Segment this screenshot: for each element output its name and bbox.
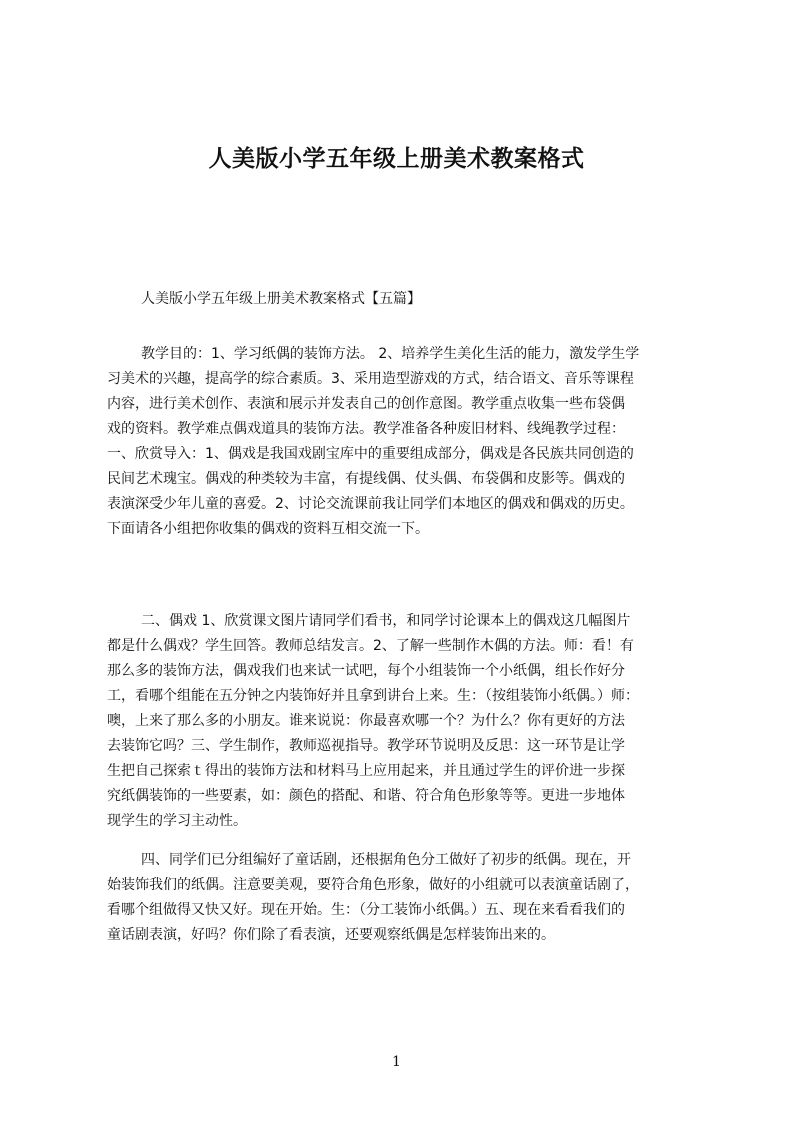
paragraph-line: 戏的资料。教学难点偶戏道具的装饰方法。教学准备各种废旧材料、线绳教学过程： — [107, 421, 625, 437]
paragraph-line: 都是什么偶戏？学生回答。教师总结发言。2、了解一些制作木偶的方法。师：看！有 — [107, 638, 634, 654]
paragraph-line: 内容，进行美术创作、表演和展示并发表自己的创作意图。教学重点收集一些布袋偶 — [107, 396, 625, 412]
paragraph-line: 现学生的学习主动性。 — [107, 813, 247, 829]
paragraph-line: 噢，上来了那么多的小朋友。谁来说说：你最喜欢哪一个？为什么？你有更好的方法 — [107, 713, 625, 729]
paragraph-line: 下面请各小组把你收集的偶戏的资料互相交流一下。 — [107, 521, 429, 537]
paragraph-line: 表演深受少年儿童的喜爱。2、讨论交流课前我让同学们本地区的偶戏和偶戏的历史。 — [107, 496, 634, 512]
paragraph-line: 那么多的装饰方法，偶戏我们也来试一试吧，每个小组装饰一个小纸偶，组长作好分 — [107, 663, 625, 679]
page-number: 1 — [392, 1054, 401, 1070]
paragraph-teaching-objectives — [107, 342, 699, 542]
paragraph-line: 童话剧表演，好吗？你们除了看表演，还要观察纸偶是怎样装饰出来的。 — [107, 927, 555, 943]
paragraph-line: 工，看哪个组能在五分钟之内装饰好并且拿到讲台上来。生：（按组装饰小纸偶。）师： — [107, 688, 639, 704]
paragraph-line: 四、同学们已分组编好了童话剧，还根据角色分工做好了初步的纸偶。现在，开 — [141, 852, 631, 868]
document-subtitle: 人美版小学五年级上册美术教案格式【五篇】 — [141, 291, 421, 307]
paragraph-line: 民间艺术瑰宝。偶戏的种类较为丰富，有提线偶、仗头偶、布袋偶和皮影等。偶戏的 — [107, 471, 625, 487]
paragraph-line: 二、偶戏 1、欣赏课文图片请同学们看书，和同学讨论课本上的偶戏这几幅图片 — [141, 613, 631, 629]
paragraph-line: 看哪个组做得又快又好。现在开始。生：（分工装饰小纸偶。）五、现在来看看我们的 — [107, 902, 625, 918]
paragraph-puppet-show — [107, 609, 699, 834]
paragraph-fairy-tale — [107, 848, 699, 948]
paragraph-line: 生把自己探索ｔ得出的装饰方法和材料马上应用起来，并且通过学生的评价进一步探 — [107, 763, 625, 779]
paragraph-line: 究纸偶装饰的一些要素，如：颜色的搭配、和谐、符合角色形象等等。更进一步地体 — [107, 788, 625, 804]
paragraph-line: 习美术的兴趣，提高学的综合素质。3、采用造型游戏的方式，结合语文、音乐等课程 — [107, 371, 634, 387]
paragraph-line: 教学目的：1、学习纸偶的装饰方法。 2、培养学生美化生活的能力，激发学生学 — [141, 346, 640, 362]
document-title: 人美版小学五年级上册美术教案格式 — [208, 146, 585, 172]
paragraph-line: 去装饰它吗？三、学生制作，教师巡视指导。教学环节说明及反思：这一环节是让学 — [107, 738, 625, 754]
paragraph-line: 始装饰我们的纸偶。注意要美观，要符合角色形象，做好的小组就可以表演童话剧了， — [107, 877, 639, 893]
paragraph-line: 一、欣赏导入：1、偶戏是我国戏剧宝库中的重要组成部分，偶戏是各民族共同创造的 — [107, 446, 634, 462]
